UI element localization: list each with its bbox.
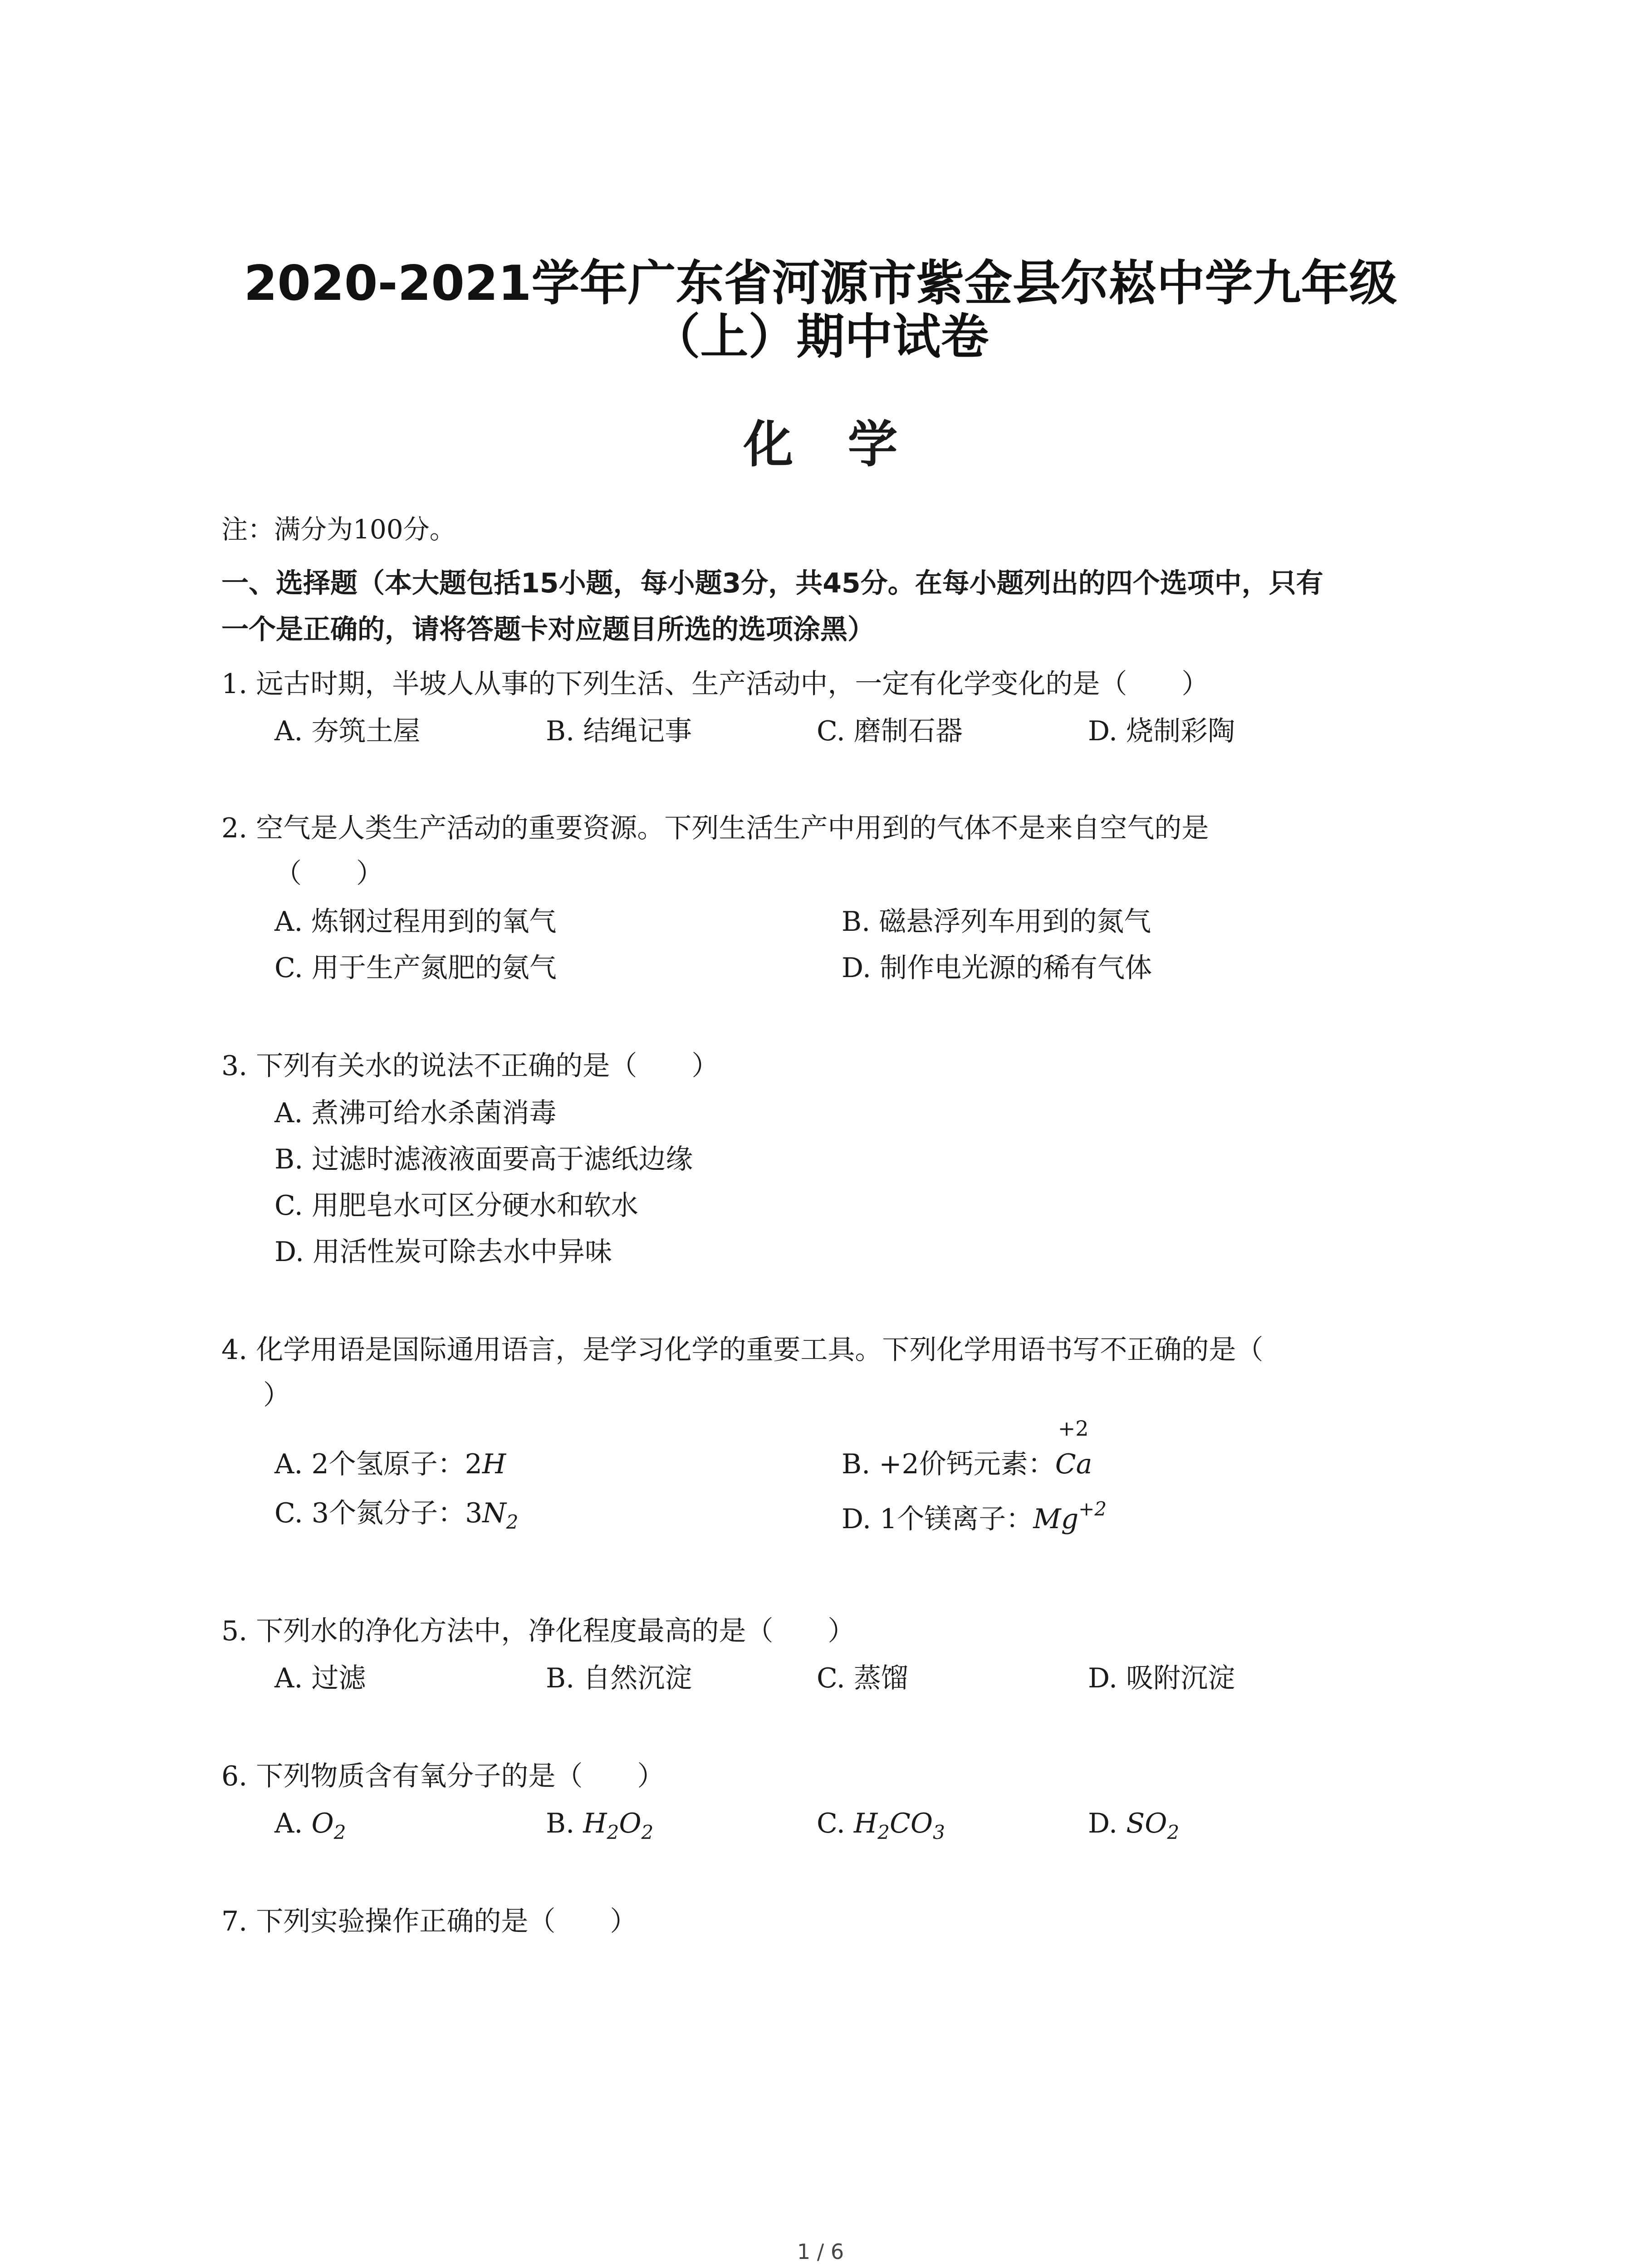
q3-option-b: B. 过滤时滤液液面要高于滤纸边缘 <box>274 1144 693 1175</box>
q6-option-d <box>1088 1810 1179 1842</box>
q2-option-d: D. 制作电光源的稀有气体 <box>842 952 1152 984</box>
q3-option-a: A. 煮沸可给水杀菌消毒 <box>274 1097 557 1129</box>
q6-option-a <box>274 1810 346 1842</box>
q6-option-b <box>546 1810 653 1842</box>
exam-title-line1: 2020-2021学年广东省河源市紫金县尔崧中学九年级 <box>244 255 1397 311</box>
q4-option-d-symbol: Mg <box>1033 1503 1079 1535</box>
q6-c-h: H <box>853 1808 878 1839</box>
q6-b-o: O <box>619 1808 642 1839</box>
q2-option-a: A. 炼钢过程用到的氧气 <box>274 906 557 938</box>
q4-option-a-symbol: H <box>482 1448 506 1480</box>
q4-option-c <box>274 1497 519 1533</box>
q4-option-b-label: B. +2价钙元素： <box>842 1448 1055 1480</box>
q6-c-sub2: 3 <box>933 1821 945 1843</box>
q1-option-d: D. 烧制彩陶 <box>1088 715 1235 747</box>
q4-option-d <box>842 1500 1107 1533</box>
q4-option-c-label: C. 3个氮分子：3 <box>274 1497 483 1529</box>
q6-option-a-label: A. <box>274 1808 312 1839</box>
q4-option-b-valence: +2 <box>1058 1416 1089 1441</box>
q1-option-a: A. 夯筑土屋 <box>274 715 421 747</box>
q6-d-o: O <box>1145 1808 1167 1839</box>
question-6: 6. 下列物质含有氧分子的是（ ） <box>221 1760 665 1792</box>
q6-option-c <box>817 1810 945 1842</box>
question-5: 5. 下列水的净化方法中，净化程度最高的是（ ） <box>221 1615 855 1647</box>
q5-option-c: C. 蒸馏 <box>817 1662 908 1694</box>
q4-option-c-symbol: N <box>482 1497 506 1529</box>
q6-option-b-label: B. <box>546 1808 583 1839</box>
question-2-bracket: （ ） <box>274 858 383 890</box>
q6-b-sub2: 2 <box>641 1821 654 1843</box>
q6-d-s: S <box>1126 1808 1145 1839</box>
q6-a-sub: 2 <box>333 1821 346 1843</box>
q4-option-b <box>842 1416 1092 1480</box>
question-7: 7. 下列实验操作正确的是（ ） <box>221 1906 637 1937</box>
q6-b-sub1: 2 <box>607 1821 619 1843</box>
q4-option-d-superscript: +2 <box>1078 1498 1107 1520</box>
q5-option-a: A. 过滤 <box>274 1662 366 1694</box>
q6-c-sub1: 2 <box>877 1821 890 1843</box>
q6-option-c-label: C. <box>817 1808 854 1839</box>
question-1: 1. 远古时期，半坡人从事的下列生活、生产活动中，一定有化学变化的是（ ） <box>221 668 1209 700</box>
q4-option-a-label: A. 2个氢原子：2 <box>274 1448 482 1480</box>
q2-option-b: B. 磁悬浮列车用到的氮气 <box>842 906 1151 938</box>
q3-option-c: C. 用肥皂水可区分硬水和软水 <box>274 1190 638 1222</box>
question-4-bracket: ） <box>263 1379 290 1411</box>
q6-c-o: O <box>910 1808 933 1839</box>
q4-option-c-subscript: 2 <box>506 1511 519 1533</box>
section-heading-line2: 一个是正确的，请将答题卡对应题目所选的选项涂黑） <box>221 614 875 645</box>
q1-option-c: C. 磨制石器 <box>817 715 963 747</box>
q1-option-b: B. 结绳记事 <box>546 715 692 747</box>
score-note: 注：满分为100分。 <box>221 514 456 545</box>
q6-a-o: O <box>311 1808 334 1839</box>
question-3: 3. 下列有关水的说法不正确的是（ ） <box>221 1050 719 1082</box>
q6-d-sub: 2 <box>1167 1821 1180 1843</box>
question-4: 4. 化学用语是国际通用语言，是学习化学的重要工具。下列化学用语书写不正确的是（ <box>221 1334 1264 1366</box>
q6-b-h: H <box>583 1808 607 1839</box>
q4-option-a <box>274 1448 506 1480</box>
section-heading-line1: 一、选择题（本大题包括15小题，每小题3分，共45分。在每小题列出的四个选项中，只有 <box>221 567 1323 599</box>
q6-option-d-label: D. <box>1088 1808 1127 1839</box>
q5-option-b: B. 自然沉淀 <box>546 1662 692 1694</box>
q4-option-b-symbol: Ca <box>1055 1448 1092 1480</box>
page-number: 1 / 6 <box>797 2239 844 2264</box>
q5-option-d: D. 吸附沉淀 <box>1088 1662 1235 1694</box>
subject-title: 化学 <box>743 415 952 474</box>
q6-c-c: C <box>889 1808 911 1839</box>
exam-title-line2: （上）期中试卷 <box>652 309 989 365</box>
question-2: 2. 空气是人类生产活动的重要资源。下列生活生产中用到的气体不是来自空气的是 <box>221 812 1209 844</box>
q4-option-d-label: D. 1个镁离子： <box>842 1503 1034 1535</box>
q3-option-d: D. 用活性炭可除去水中异味 <box>274 1236 612 1268</box>
q2-option-c: C. 用于生产氮肥的氨气 <box>274 952 557 984</box>
